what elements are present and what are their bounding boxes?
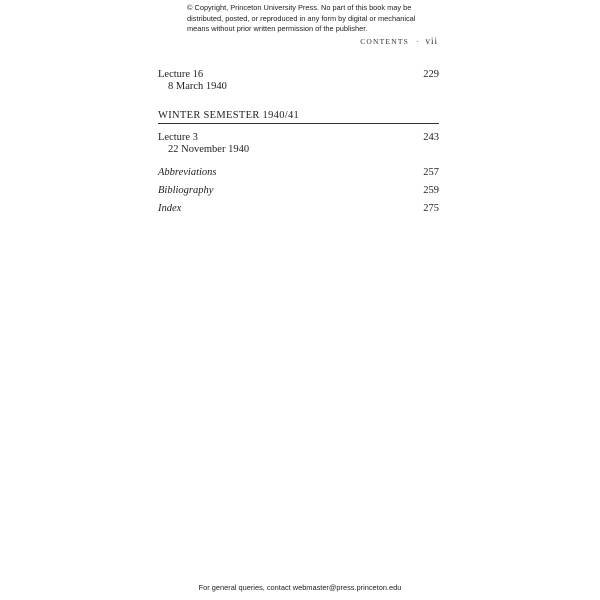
toc-entry-title: Bibliography xyxy=(158,185,214,196)
toc-entry-page: 259 xyxy=(423,185,439,196)
running-head-page-number: vii xyxy=(425,36,438,46)
toc-entry-page: 275 xyxy=(423,203,439,214)
running-head xyxy=(360,36,438,46)
toc-entry-date: 8 March 1940 xyxy=(168,81,227,92)
toc-entry-page: 243 xyxy=(423,132,439,143)
copyright-line-3: means without prior written permission of the publisher. xyxy=(187,24,368,33)
toc-entry-index[interactable] xyxy=(158,203,439,215)
toc-entry-title: Lecture 16 xyxy=(158,69,204,80)
toc-section-heading: WINTER SEMESTER 1940/41 xyxy=(158,110,439,124)
running-head-label: CONTENTS xyxy=(360,37,409,46)
toc-entry-lecture-16[interactable] xyxy=(158,69,439,81)
toc-entry-bibliography[interactable] xyxy=(158,185,439,197)
copyright-line-1: © Copyright, Princeton University Press. No part of this book may be xyxy=(187,3,412,12)
toc-entry-title: Index xyxy=(158,203,182,214)
running-head-separator: · xyxy=(415,37,419,46)
toc-entry-date: 22 November 1940 xyxy=(168,144,250,155)
toc-entry-abbreviations[interactable] xyxy=(158,167,439,179)
toc-entry-title: Abbreviations xyxy=(158,167,217,178)
table-of-contents xyxy=(158,69,439,215)
toc-entry-page: 229 xyxy=(423,69,439,80)
toc-entry-page: 257 xyxy=(423,167,439,178)
toc-entry-title: Lecture 3 xyxy=(158,132,198,143)
copyright-notice xyxy=(187,3,427,35)
footer-contact: For general queries, contact webmaster@press.princeton.edu xyxy=(198,583,402,592)
copyright-line-2: distributed, posted, or reproduced in any form by digital or mechanical xyxy=(187,13,416,23)
toc-entry-lecture-3[interactable] xyxy=(158,132,439,144)
